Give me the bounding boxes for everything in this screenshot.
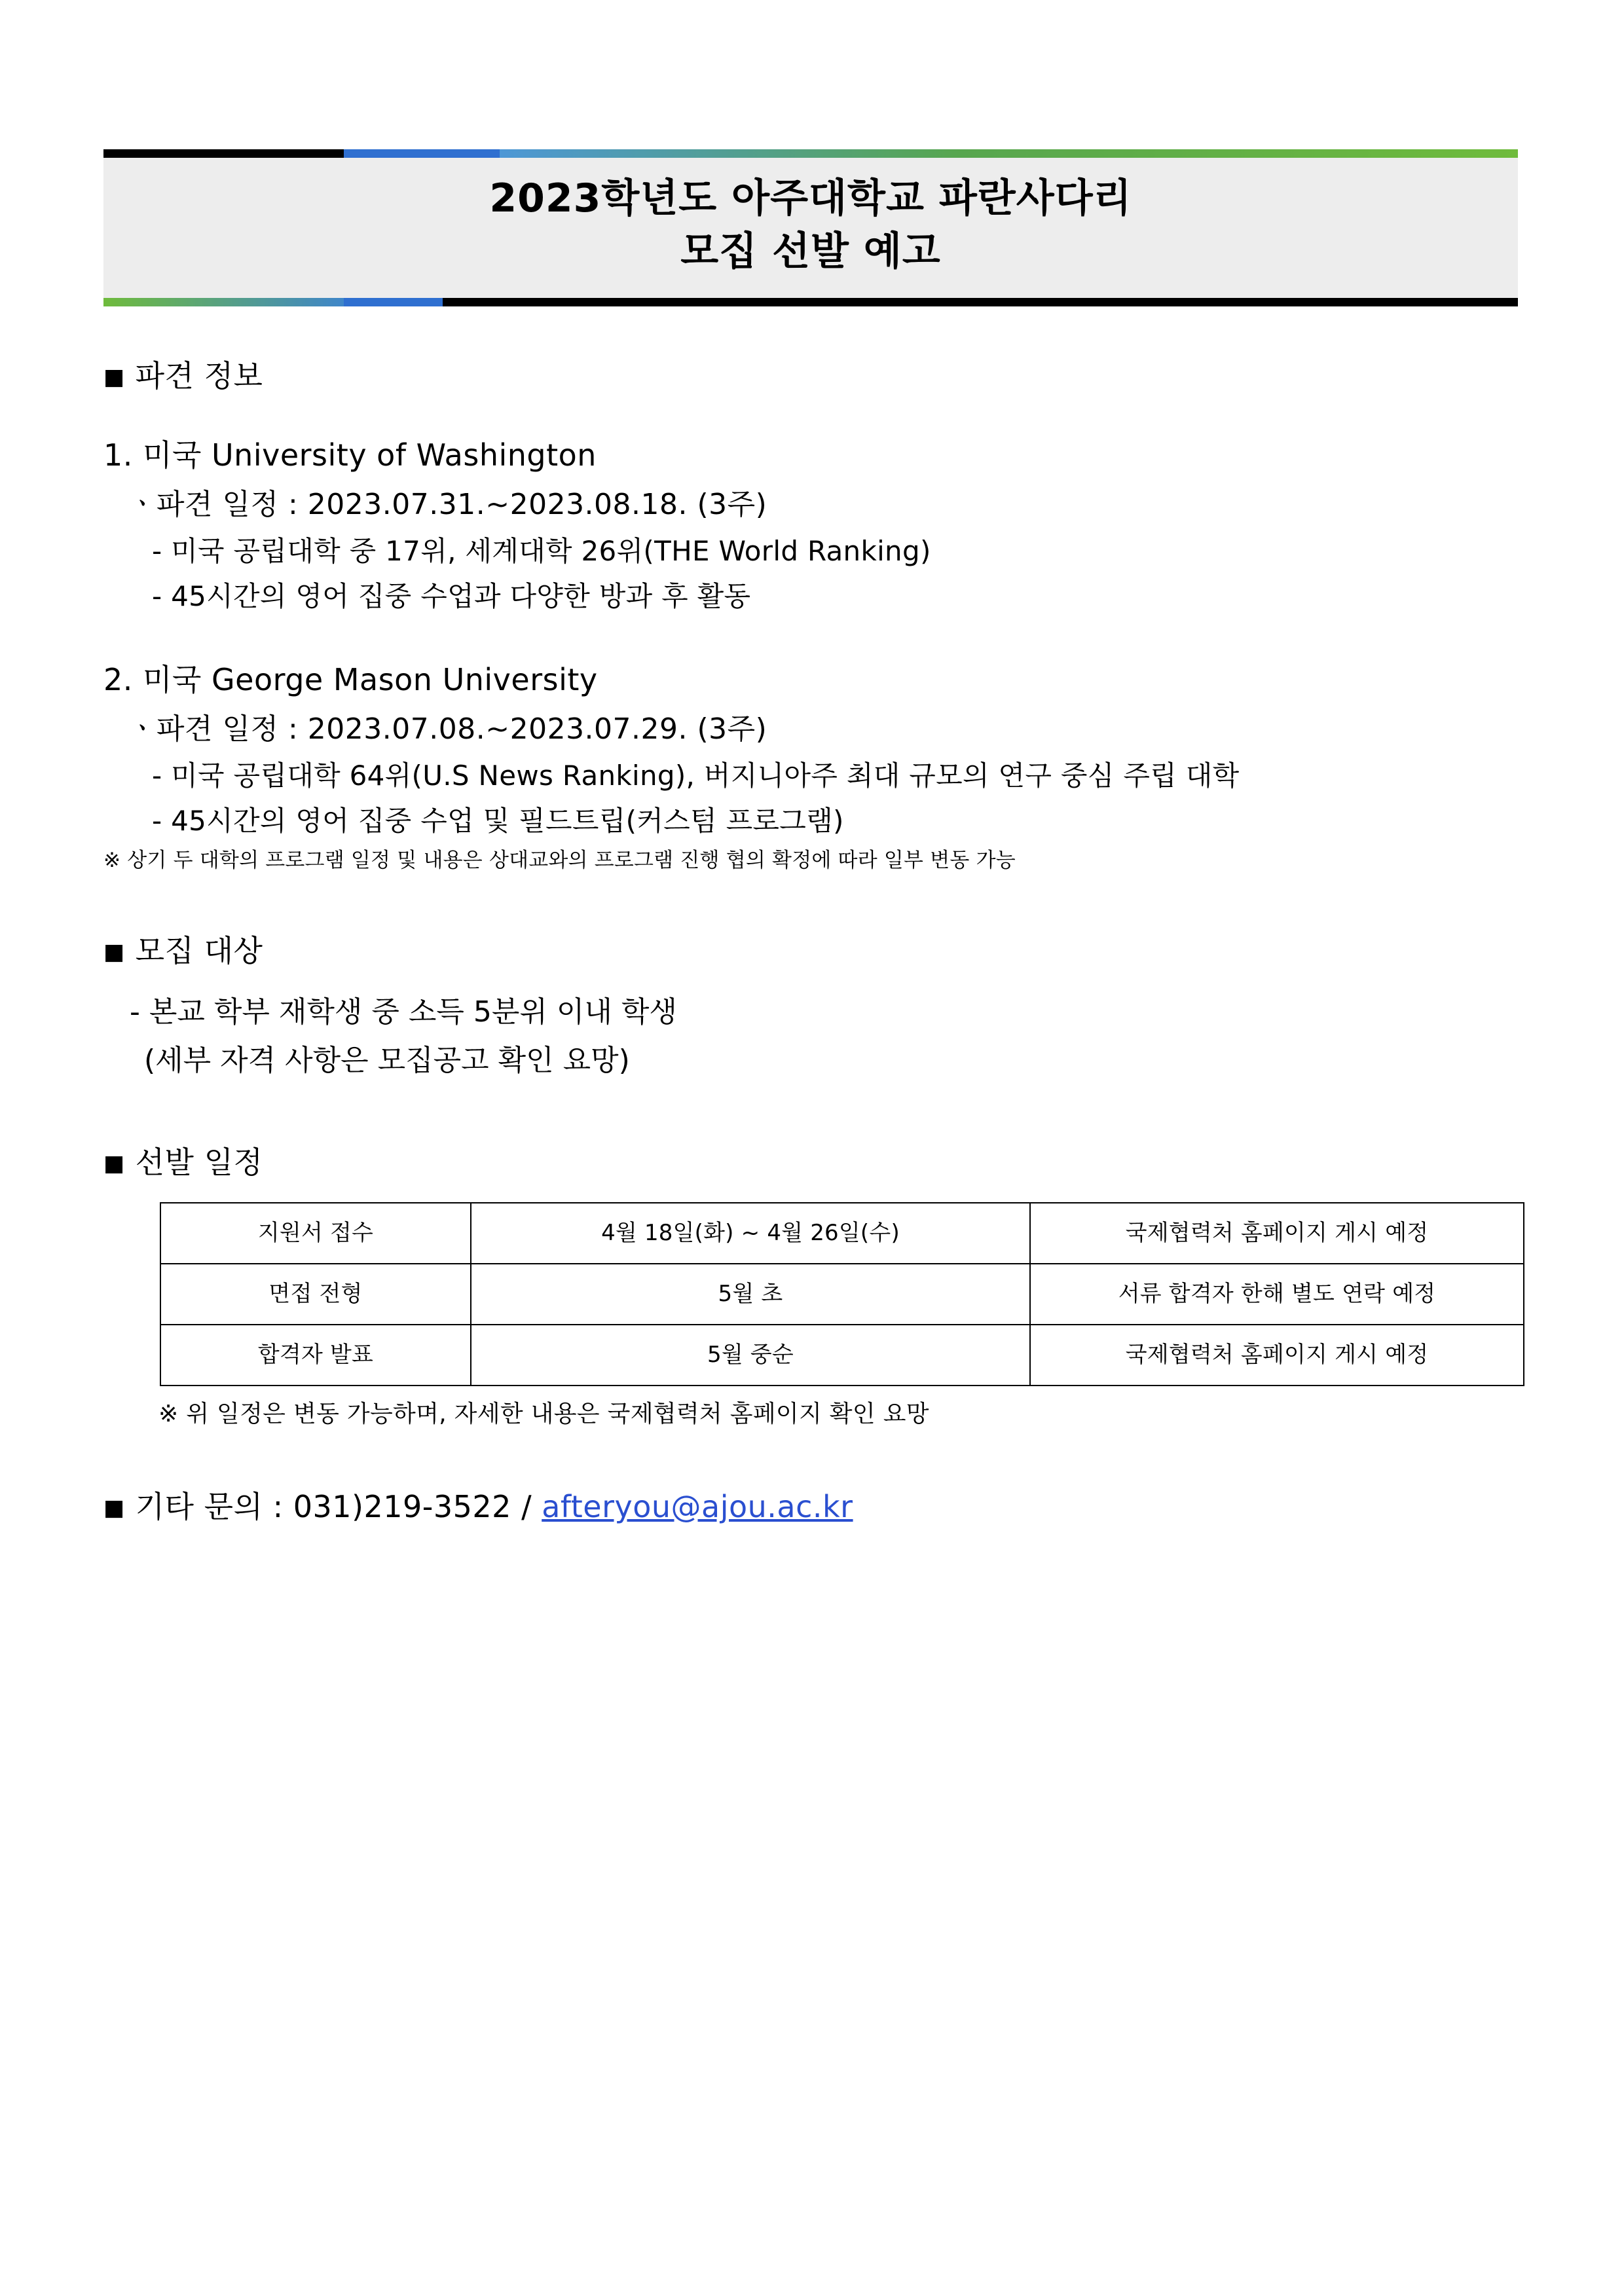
- rule-segment-blue-2: [344, 298, 443, 306]
- section-heading-dispatch: [103, 354, 1544, 399]
- section-heading-selection: [103, 1140, 1544, 1185]
- section-heading-target: [103, 928, 1544, 974]
- spacer: [103, 876, 1544, 928]
- program-1-schedule: ㆍ파견 일정 : 2023.07.31.~2023.08.18. (3주): [128, 488, 767, 521]
- spacer: [103, 1088, 1544, 1140]
- title-box: [103, 158, 1518, 298]
- dispatch-footnote: ※ 상기 두 대학의 프로그램 일정 및 내용은 상대교와의 프로그램 진행 협의 확정에 따라 일부 변동 가능: [103, 849, 1016, 872]
- square-bullet-icon: ■: [103, 938, 125, 965]
- table-row: [160, 1325, 1524, 1386]
- header-top-rule: [103, 149, 1518, 158]
- header-bottom-rule: [103, 298, 1518, 306]
- table-cell-stage: 면접 전형: [160, 1264, 471, 1325]
- square-bullet-icon: ■: [103, 1494, 125, 1521]
- spacer: [103, 416, 1544, 433]
- rule-segment-black: [103, 149, 344, 158]
- square-bullet-icon: ■: [103, 1150, 125, 1177]
- target-line-2: (세부 자격 사항은 모집공고 확인 요망): [144, 1043, 630, 1077]
- section-heading-dispatch-label: 파견 정보: [135, 358, 263, 394]
- section-heading-target-label: 모집 대상: [135, 932, 263, 968]
- section-heading-selection-label: 선발 일정: [135, 1144, 263, 1180]
- page-title-line-2: 모집 선발 예고: [680, 229, 941, 274]
- header-banner: [103, 149, 1518, 306]
- program-1-detail-2: - 45시간의 영어 집중 수업과 다양한 방과 후 활동: [152, 580, 751, 612]
- program-2-detail-1: - 미국 공립대학 64위(U.S News Ranking), 버지니아주 최대 규모의 연구 중심 주립 대학: [152, 760, 1240, 792]
- rule-segment-gradient-2: [103, 298, 344, 306]
- program-1-title: 1. 미국 University of Washington: [103, 437, 597, 473]
- spacer: [103, 621, 1544, 657]
- rule-segment-blue: [344, 149, 500, 158]
- program-2-detail-2: - 45시간의 영어 집중 수업 및 필드트립(커스텀 프로그램): [152, 805, 844, 837]
- target-line-1: - 본교 학부 재학생 중 소득 5분위 이내 학생: [130, 995, 677, 1029]
- program-2-schedule: ㆍ파견 일정 : 2023.07.08.~2023.07.29. (3주): [128, 712, 767, 746]
- contact-email-link[interactable]: afteryou@ajou.ac.kr: [542, 1488, 853, 1524]
- spacer: [103, 1432, 1544, 1484]
- table-row: [160, 1264, 1524, 1325]
- program-2-title: 2. 미국 George Mason University: [103, 662, 598, 697]
- table-row: [160, 1203, 1524, 1264]
- selection-schedule-table: [160, 1202, 1524, 1386]
- table-cell-stage: 지원서 접수: [160, 1203, 471, 1264]
- selection-note: ※ 위 일정은 변동 가능하며, 자세한 내용은 국제협력처 홈페이지 확인 요망: [158, 1400, 929, 1427]
- table-cell-remark: 국제협력처 홈페이지 게시 예정: [1030, 1203, 1524, 1264]
- table-cell-date: 4월 18일(화) ~ 4월 26일(수): [471, 1203, 1030, 1264]
- table-cell-date: 5월 중순: [471, 1325, 1030, 1386]
- contact-line: [103, 1484, 1544, 1530]
- table-cell-stage: 합격자 발표: [160, 1325, 471, 1386]
- square-bullet-icon: ■: [103, 364, 125, 390]
- table-cell-date: 5월 초: [471, 1264, 1030, 1325]
- rule-segment-black-2: [443, 298, 1518, 306]
- page-title-line-1: 2023학년도 아주대학교 파란사다리: [489, 175, 1132, 221]
- document-body: [103, 354, 1544, 1530]
- table-cell-remark: 국제협력처 홈페이지 게시 예정: [1030, 1325, 1524, 1386]
- program-1-detail-1: - 미국 공립대학 중 17위, 세계대학 26위(THE World Ranking): [152, 535, 931, 567]
- contact-label: 기타 문의 : 031)219-3522 /: [135, 1488, 542, 1524]
- rule-segment-gradient: [500, 149, 1518, 158]
- table-cell-remark: 서류 합격자 한해 별도 연락 예정: [1030, 1264, 1524, 1325]
